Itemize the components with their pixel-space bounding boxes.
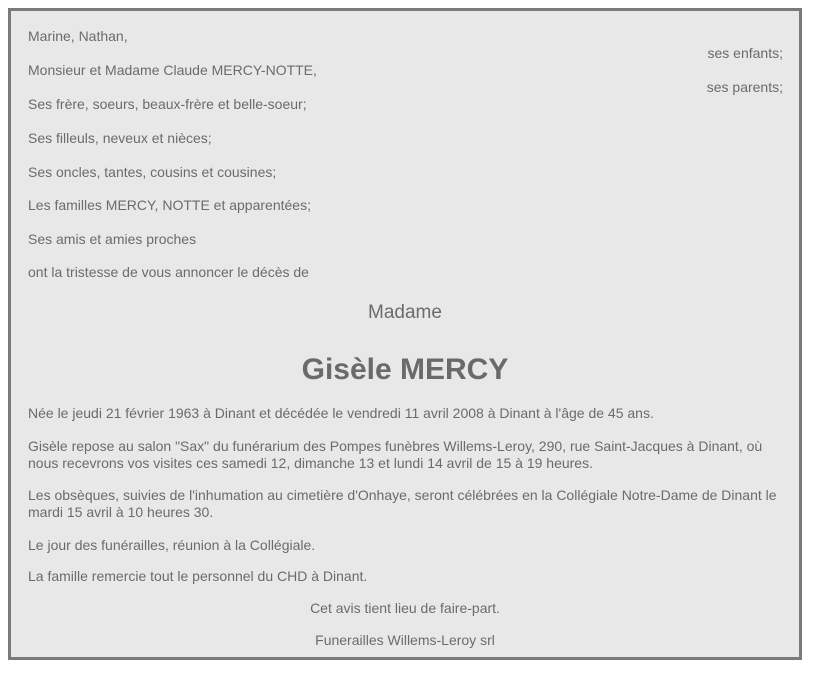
- relatives-line: Ses oncles, tantes, cousins et cousines;: [28, 164, 277, 180]
- deceased-name: Gisèle MERCY: [301, 353, 509, 386]
- thanks-paragraph: La famille remercie tout le personnel du CHD à Dinant.: [28, 568, 368, 584]
- parents-line: Monsieur et Madame Claude MERCY-NOTTE,: [28, 62, 317, 78]
- godchildren-line: Ses filleuls, neveux et nièces;: [28, 130, 212, 146]
- faire-part-notice: Cet avis tient lieu de faire-part.: [310, 600, 500, 616]
- parents-role: ses parents;: [706, 79, 783, 95]
- announce-line: ont la tristesse de vous annoncer le décès de: [28, 264, 309, 280]
- birth-death-paragraph: Née le jeudi 21 février 1963 à Dinant et décédée le vendredi 11 avril 2008 à Dinant à l'âge de 45 ans.: [28, 405, 654, 421]
- friends-line: Ses amis et amies proches: [28, 231, 197, 247]
- children-line: Marine, Nathan,: [28, 28, 128, 44]
- funeral-paragraph: Les obsèques, suivies de l'inhumation au cimetière d'Onhaye, seront célébrées en la Collégiale Notre-Dame de Dinant le mardi 15 avril à 10 heures 30.: [28, 487, 777, 520]
- repose-paragraph: Gisèle repose au salon "Sax" du funérarium des Pompes funèbres Willems-Leroy, 290, rue Saint-Jacques à Dinant, où nous recevrons vos visites ces samedi 12, dimanche 13 et lundi 14 avril de 15 à 19 heures.: [28, 438, 763, 471]
- obituary-notice: [8, 8, 802, 660]
- siblings-line: Ses frère, soeurs, beaux-frère et belle-soeur;: [28, 96, 307, 112]
- children-role: ses enfants;: [707, 45, 783, 61]
- funeral-company: Funerailles Willems-Leroy srl: [315, 632, 495, 648]
- families-line: Les familles MERCY, NOTTE et apparentées;: [28, 197, 311, 213]
- meeting-paragraph: Le jour des funérailles, réunion à la Collégiale.: [28, 537, 316, 553]
- deceased-title: Madame: [368, 302, 442, 323]
